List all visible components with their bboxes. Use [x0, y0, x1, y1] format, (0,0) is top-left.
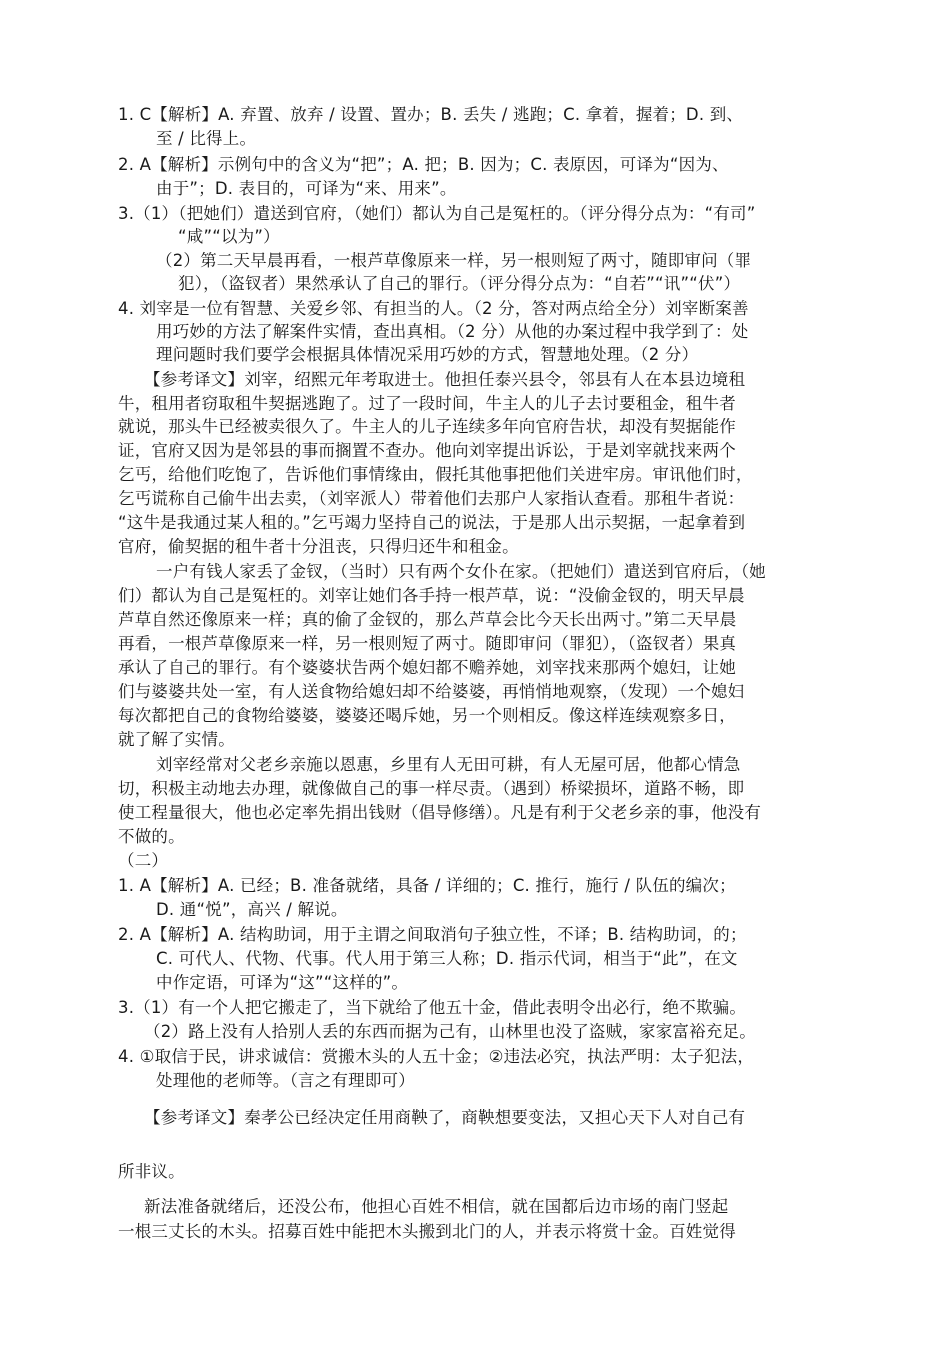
text-line: 处理他的老师等。（言之有理即可）: [156, 1071, 415, 1090]
text-line: 2. A【解析】示例句中的含义为“把”；A. 把；B. 因为；C. 表原因，可译为“因为、: [118, 155, 729, 174]
text-line: 一根三丈长的木头。招募百姓中能把木头搬到北门的人，并表示将赏十金。百姓觉得: [118, 1222, 736, 1241]
text-line: 【参考译文】刘宰，绍熙元年考取进士。他担任泰兴县令，邻县有人在本县边境租: [144, 370, 746, 389]
text-line: 中作定语，可译为“这”“这样的”。: [156, 973, 409, 992]
text-line: 牛，租用者窃取租牛契据逃跑了。过了一段时间，牛主人的儿子去讨要租金，租牛者: [118, 394, 736, 413]
text-line: 刘宰经常对父老乡亲施以恩惠，乡里有人无田可耕，有人无屋可居，他都心情急: [156, 755, 741, 774]
text-line: “这牛是我通过某人租的。”乞丐竭力坚持自己的说法，于是那人出示契据，一起拿着到: [118, 513, 746, 532]
text-line: 4. 刘宰是一位有智慧、关爱乡邻、有担当的人。（2 分，答对两点给全分）刘宰断案善: [118, 299, 749, 318]
text-line: 新法准备就绪后，还没公布，他担心百姓不相信，就在国都后边市场的南门竖起: [144, 1197, 729, 1216]
text-line: 所非议。: [118, 1162, 185, 1181]
text-line: 由于”；D. 表目的，可译为“来、用来”。: [156, 179, 457, 198]
text-line: 承认了自己的罪行。有个婆婆状告两个媳妇都不赡养她，刘宰找来那两个媳妇，让她: [118, 658, 736, 677]
text-line: 们与婆婆共处一室，有人送食物给媳妇却不给婆婆，再悄悄地观察，（发现）一个媳妇: [118, 682, 745, 701]
text-line: （2）路上没有人拾别人丢的东西而据为己有，山林里也没了盗贼，家家富裕充足。: [144, 1022, 756, 1041]
text-line: 不做的。: [118, 827, 185, 846]
text-line: 一户有钱人家丢了金钗，（当时）只有两个女仆在家。（把她们）遣送到官府后，（她: [156, 562, 766, 581]
text-line: 证，官府又因为是邻县的事而搁置不查办。他向刘宰提出诉讼，于是刘宰就找来两个: [118, 441, 736, 460]
text-line: 1. A【解析】A. 已经；B. 准备就绪，具备 / 详细的；C. 推行，施行 / 队伍的编次；: [118, 876, 736, 895]
text-line: 每次都把自己的食物给婆婆，婆婆还喝斥她，另一个则相反。像这样连续观察多日，: [118, 706, 736, 725]
text-line: 们）都认为自己是冤枉的。刘宰让她们各手持一根芦草，说：“没偷金钗的，明天早晨: [118, 586, 745, 605]
text-line: 犯），（盗钗者）果然承认了自己的罪行。（评分得分点为：“自若”“讯”“伏”）: [178, 274, 741, 293]
text-line: 用巧妙的方法了解案件实情，查出真相。（2 分）从他的办案过程中我学到了：处: [156, 322, 749, 341]
text-line: 使工程量很大，他也必定率先捐出钱财（倡导修缮）。凡是有利于父老乡亲的事，他没有: [118, 803, 762, 822]
text-line: 理问题时我们要学会根据具体情况采用巧妙的方式，智慧地处理。（2 分）: [156, 345, 699, 364]
text-line: 3.（1）有一个人把它搬走了，当下就给了他五十金，借此表明令出必行，绝不欺骗。: [118, 998, 747, 1017]
text-line: C. 可代人、代物、代事。代人用于第三人称；D. 指示代词，相当于“此”，在文: [156, 949, 738, 968]
text-line: 官府，偷契据的租牛者十分沮丧，只得归还牛和租金。: [118, 537, 519, 556]
text-line: 就说，那头牛已经被卖很久了。牛主人的儿子连续多年向官府告状，却没有契据能作: [118, 417, 736, 436]
text-line: 【参考译文】秦孝公已经决定任用商鞅了，商鞅想要变法，又担心天下人对自己有: [144, 1108, 746, 1127]
text-line: 就了解了实情。: [118, 730, 235, 749]
text-line: （2）第二天早晨再看，一根芦草像原来一样，另一根则短了两寸，随即审问（罪: [156, 251, 752, 270]
text-line: D. 通“悦”，高兴 / 解说。: [156, 900, 348, 919]
text-line: 2. A【解析】A. 结构助词，用于主谓之间取消句子独立性，不译；B. 结构助词，的；: [118, 925, 747, 944]
text-line: 再看，一根芦草像原来一样，另一根则短了两寸。随即审问（罪犯），（盗钗者）果真: [118, 634, 737, 653]
text-line: 芦草自然还像原来一样；真的偷了金钗的，那么芦草会比今天长出两寸。”第二天早晨: [118, 610, 737, 629]
text-line: “咸”“以为”）: [178, 227, 280, 246]
text-line: 1. C【解析】A. 弃置、放弃 / 设置、置办；B. 丢失 / 逃跑；C. 拿着，握着；D. 到、: [118, 105, 744, 124]
text-line: 切，积极主动地去办理，就像做自己的事一样尽责。（遇到）桥梁损坏，道路不畅，即: [118, 779, 745, 798]
text-line: 至 / 比得上。: [156, 129, 257, 148]
text-line: 乞丐谎称自己偷牛出去卖，（刘宰派人）带着他们去那户人家指认查看。那租牛者说：: [118, 489, 745, 508]
section-heading: （二）: [118, 851, 169, 870]
text-line: 3.（1）（把她们）遣送到官府，（她们）都认为自己是冤枉的。（评分得分点为：“有司”: [118, 204, 756, 223]
text-line: 4. ①取信于民，讲求诚信：赏搬木头的人五十金；②违法必究，执法严明：太子犯法，: [118, 1047, 755, 1066]
text-line: 乞丐，给他们吃饱了，告诉他们事情缘由，假托其他事把他们关进牢房。审讯他们时，: [118, 465, 753, 484]
